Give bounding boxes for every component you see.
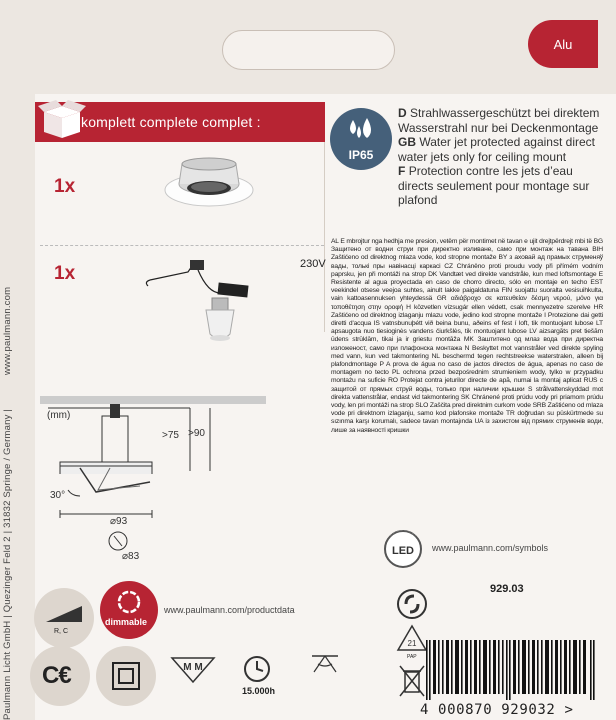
contents-right-border — [324, 142, 325, 332]
dim-depth-2: >90 — [188, 428, 205, 439]
dim-unit: (mm) — [47, 410, 71, 421]
box-icon — [38, 96, 86, 144]
lifetime-clock-icon — [242, 654, 272, 684]
warn-f-text: Protection contre les jets d’eau directs seulement pour montage sur plafond — [398, 164, 590, 207]
svg-text:LED: LED — [392, 545, 414, 557]
warn-f-code: F — [398, 164, 406, 178]
dimension-drawing — [40, 396, 266, 576]
dim-depth-1: >75 — [162, 430, 179, 441]
warn-d-code: D — [398, 106, 407, 120]
barcode — [420, 640, 605, 700]
dim-cutout: ⌀83 — [122, 551, 140, 562]
warning-text — [398, 106, 608, 208]
pap-label: PAP — [407, 654, 417, 660]
led-url: www.paulmann.com/symbols — [432, 543, 549, 553]
dimmable-label: dimmable — [105, 617, 148, 627]
contents-divider — [40, 245, 324, 246]
ip-rating-label: IP65 — [348, 148, 374, 162]
article-number: 929.03 — [490, 583, 524, 595]
svg-text:M M: M M — [183, 662, 203, 673]
side-url-text: www.paulmann.com — [2, 286, 13, 375]
green-dot-icon — [396, 588, 428, 620]
rc-label: R, C — [54, 628, 68, 635]
ce-mark-icon: C€ — [30, 646, 90, 706]
content-qty-1: 1x — [54, 176, 76, 197]
warn-gb-code: GB — [398, 135, 416, 149]
barcode-number: 4 000870 929032 > — [420, 702, 574, 718]
voltage-label: 230V — [300, 258, 326, 270]
hang-slot — [222, 30, 395, 70]
mm-furniture-icon — [170, 654, 216, 684]
beam-angle-icon — [308, 652, 342, 676]
warn-gb-text: Water jet protected against direct water jets only for ceiling mount — [398, 135, 595, 164]
dim-angle: 30° — [50, 490, 66, 501]
lamp-driver-image — [140, 258, 280, 350]
recycle-number: 21 — [407, 639, 417, 648]
warn-d-text: Strahlwassergeschützt bei direktem Wasserstrahl nur bei Deckenmontage — [398, 106, 600, 135]
dim-diameter: ⌀93 — [110, 516, 128, 527]
ip65-icon — [330, 108, 392, 170]
dimmable-icon — [100, 581, 158, 639]
content-qty-2: 1x — [54, 263, 76, 284]
side-company-text: Paulmann Licht GmbH | Quezinger Feld 2 | 31832 Springe / Germany | — [2, 408, 13, 720]
complete-label: komplett complete complet : — [81, 114, 261, 130]
material-badge: Alu — [528, 20, 598, 68]
protection-class-icon — [96, 646, 156, 706]
downlight-housing-image — [160, 150, 258, 220]
product-url: www.paulmann.com/productdata — [164, 605, 295, 615]
led-symbol-icon — [382, 528, 424, 570]
rc-icon — [34, 588, 94, 648]
lifetime-hours: 15.000h — [242, 686, 276, 696]
multi-language-text: AL E mbrojtur nga hedhja me presion, vetëm për montimet në tavan e ujit drejtpërdrejt mbi të BG Защитено от водни струи при директно изливане, само при монтаж на тавана BIH Zaštićeno od direktnog mlaza vode, kod stropne montaže BY з ахoвай ад прамых струменяў вады, толькі пры навінасці каркасі CZ Chráněno proti proudu vody při přímém vodním paprsku, jen při montáži na strop DK Vandtæt ved direkte vandstråle, kun med loftsmontage E Resistente al agua proyectada en caso de chorro directo, sólo en montaje en techo EST veekindel otsese veejoa suhtes, ainult lakke paigaldatuna FIN suojattu suoralta vesisuihkulta, vain kattoasennuksen yhteydessä GR αδιάβροχο σε κατευθείαν δέσμη νερού, μόνο για τοποθέτηση στην οροφή H közvetlen vízsugár ellen védett, csak mennyezetre szerelve HR Zaštićeno od direktnog izlaganju mlazu vode, jedino kod stropne montaže I Protezione dai getti diretti d'acqua IS vatnsbunuþétt við beina bunu, aðeins ef fest í loft, tik montuojant lubose LT apsaugota nuo tiesioginės vandens čiurkšlės, tik montuojant lubose LV aizsargāts pret tiešām ūdens strūklām, tikai ja ir griestu montāža MK Заштитено од млаз вода при директна изложеност, само при плафонска монтажа N Beskyttet mot vannstråler ved direkte spyling med vann, kun ved takmontering NL beschermd tegen rechtstreekse waterstralen, alleen bij plafondmontage P A prova de água no caso de jactos directos de água, apenas no caso de montagem no tecto PL ochrona przed bezpośrednim strumieniem wody, tylko w przypadku montażu na suficie RO Protejat contra jeturilor directe de apă, numai la montaj aplicat RUS с защитой от прямых струй воды, только при наличии крышки S strålvattenskyddad mot direkta vattenstrålar, endast vid takmontering SK Chránené proti prúdu vody pri priamom prúdu vody, len pri montáži na strop SLO Zaščita pred direktnim curkom vode SRB Zaštićeno od mlaza vode pri direktnom izlaganju, samo kod plafonske montaže TR doğrudan su püskürtmede su sızınma karşı korumalı, sadece tavan montajında UA із захистом від прямих струменів води, лише за наявності кришки — [331, 238, 603, 434]
